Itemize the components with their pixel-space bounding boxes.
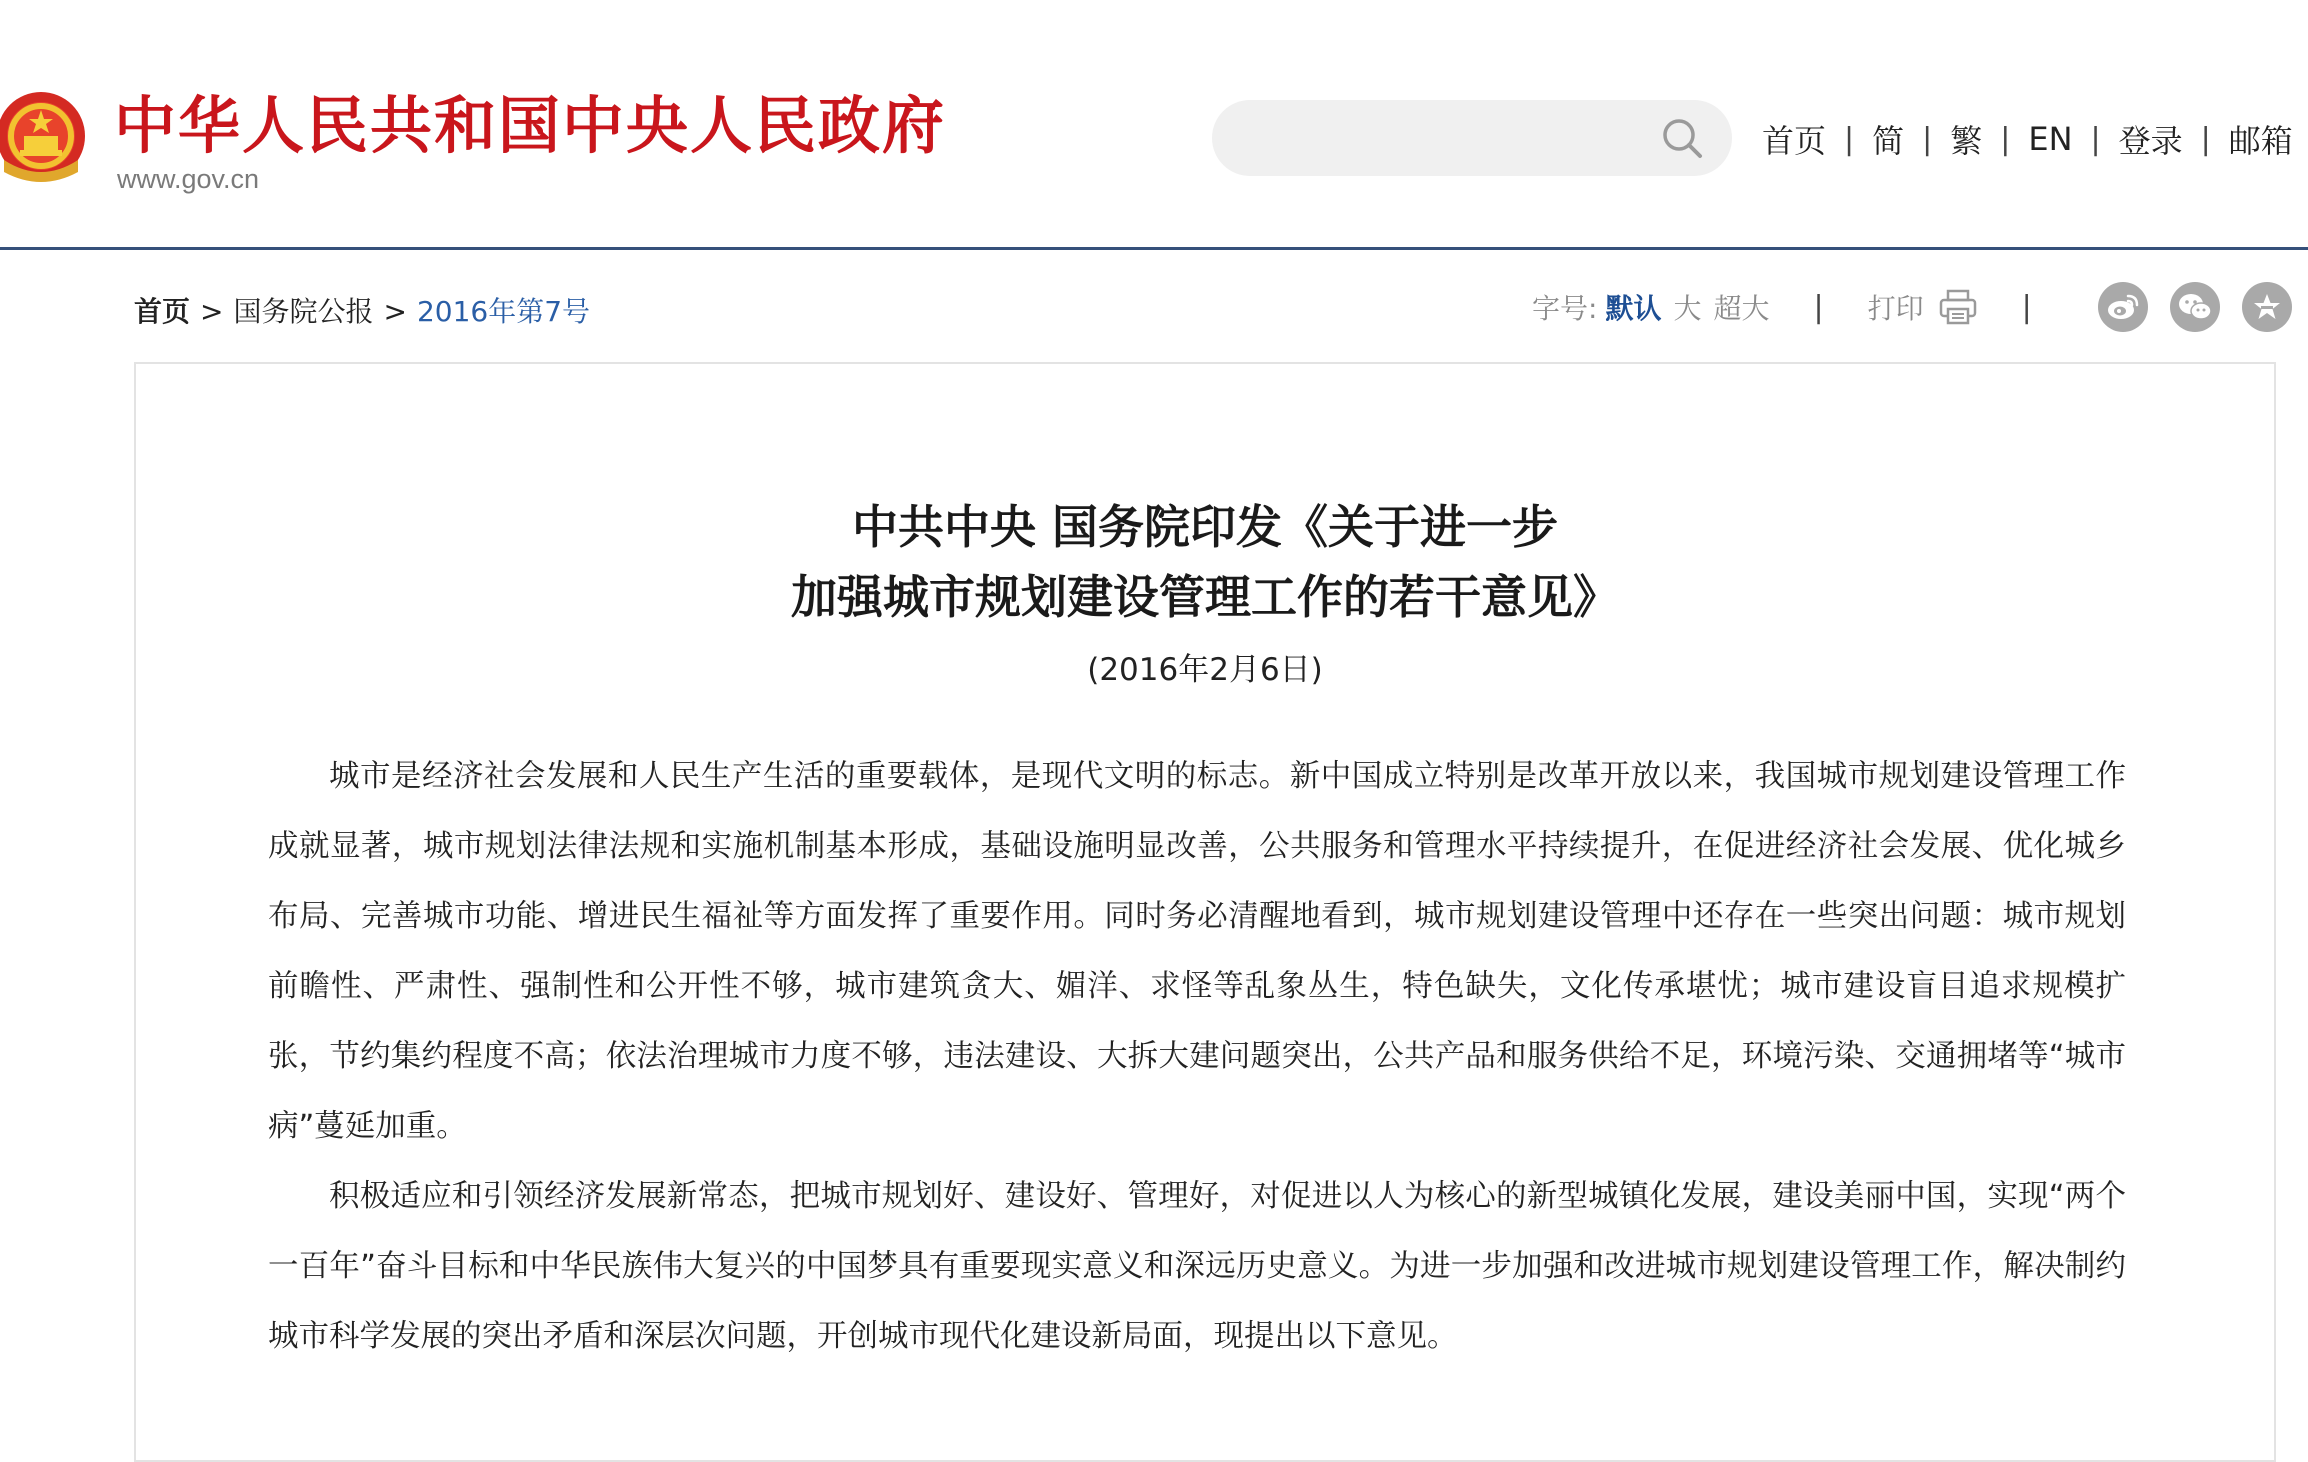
breadcrumb-separator: > — [200, 295, 224, 328]
top-nav — [1762, 114, 2293, 164]
tools-divider: | — [2021, 289, 2032, 325]
site-domain: www.gov.cn — [117, 164, 260, 194]
nav-divider: | — [2200, 121, 2211, 157]
article-date: (2016年2月6日) — [1087, 652, 1323, 688]
font-size-large-button[interactable]: 大 — [1673, 292, 1702, 325]
nav-divider: | — [2090, 121, 2101, 157]
font-size-default-button[interactable]: 默认 — [1605, 292, 1662, 325]
wechat-icon[interactable] — [2170, 282, 2220, 332]
nav-login-link[interactable]: 登录 — [2118, 122, 2183, 160]
breadcrumb-section[interactable]: 国务院公报 — [233, 295, 374, 328]
favorite-star-icon[interactable] — [2242, 282, 2292, 332]
print-label: 打印 — [1867, 292, 1924, 325]
article-paragraph: 积极适应和引领经济发展新常态，把城市规划好、建设好、管理好，对促进以人为核心的新型城镇化发展，建设美丽中国，实现“两个一百年”奋斗目标和中华民族伟大复兴的中国梦具有重要现实意义和深远历史意义。为进一步加强和改进城市规划建设管理工作，解决制约城市科学发展的突出矛盾和深层次问题，开创城市现代化建设新局面，现提出以下意见。 — [268, 1179, 2126, 1354]
breadcrumb-home[interactable]: 首页 — [134, 295, 191, 328]
national-emblem-icon[interactable] — [0, 84, 88, 194]
search-icon[interactable] — [1660, 116, 1704, 160]
nav-traditional-link[interactable]: 繁 — [1950, 122, 1983, 160]
site-title[interactable]: 中华人民共和国中央人民政府 — [114, 89, 947, 162]
breadcrumb-current[interactable]: 2016年第7号 — [416, 295, 591, 328]
breadcrumb — [134, 290, 590, 330]
article-title — [136, 492, 2274, 632]
nav-divider: | — [2000, 121, 2011, 157]
nav-divider: | — [1844, 121, 1855, 157]
nav-simplified-link[interactable]: 简 — [1872, 122, 1905, 160]
font-size-label: 字号: — [1532, 292, 1598, 325]
tools-divider: | — [1813, 289, 1824, 325]
print-button[interactable] — [1868, 287, 1978, 327]
article-tools — [1532, 280, 2292, 334]
printer-icon — [1938, 289, 1978, 325]
weibo-icon[interactable] — [2098, 282, 2148, 332]
nav-home-link[interactable]: 首页 — [1762, 122, 1827, 160]
nav-mail-link[interactable]: 邮箱 — [2228, 122, 2293, 160]
site-header — [0, 0, 2308, 250]
nav-english-link[interactable]: EN — [2028, 120, 2073, 158]
search-input[interactable] — [1246, 114, 1650, 164]
article-title-line: 加强城市规划建设管理工作的若干意见》 — [791, 570, 1619, 624]
article-title-line: 中共中央 国务院印发《关于进一步 — [851, 500, 1558, 554]
search-bar[interactable] — [1212, 100, 1732, 176]
nav-divider: | — [1922, 121, 1933, 157]
breadcrumb-separator: > — [383, 295, 407, 328]
font-size-xlarge-button[interactable]: 超大 — [1713, 292, 1770, 325]
article-card — [134, 362, 2276, 1462]
article-paragraph: 城市是经济社会发展和人民生产生活的重要载体，是现代文明的标志。新中国成立特别是改革开放以来，我国城市规划建设管理工作成就显著，城市规划法律法规和实施机制基本形成，基础设施明显改善，公共服务和管理水平持续提升，在促进经济社会发展、优化城乡布局、完善城市功能、增进民生福祉等方面发挥了重要作用。同时务必清醒地看到，城市规划建设管理中还存在一些突出问题：城市规划前瞻性、严肃性、强制性和公开性不够，城市建筑贪大、媚洋、求怪等乱象丛生，特色缺失，文化传承堪忧；城市建设盲目追求规模扩张，节约集约程度不高；依法治理城市力度不够，违法建设、大拆大建问题突出，公共产品和服务供给不足，环境污染、交通拥堵等“城市病”蔓延加重。 — [268, 759, 2126, 1144]
article-body — [268, 742, 2126, 1372]
